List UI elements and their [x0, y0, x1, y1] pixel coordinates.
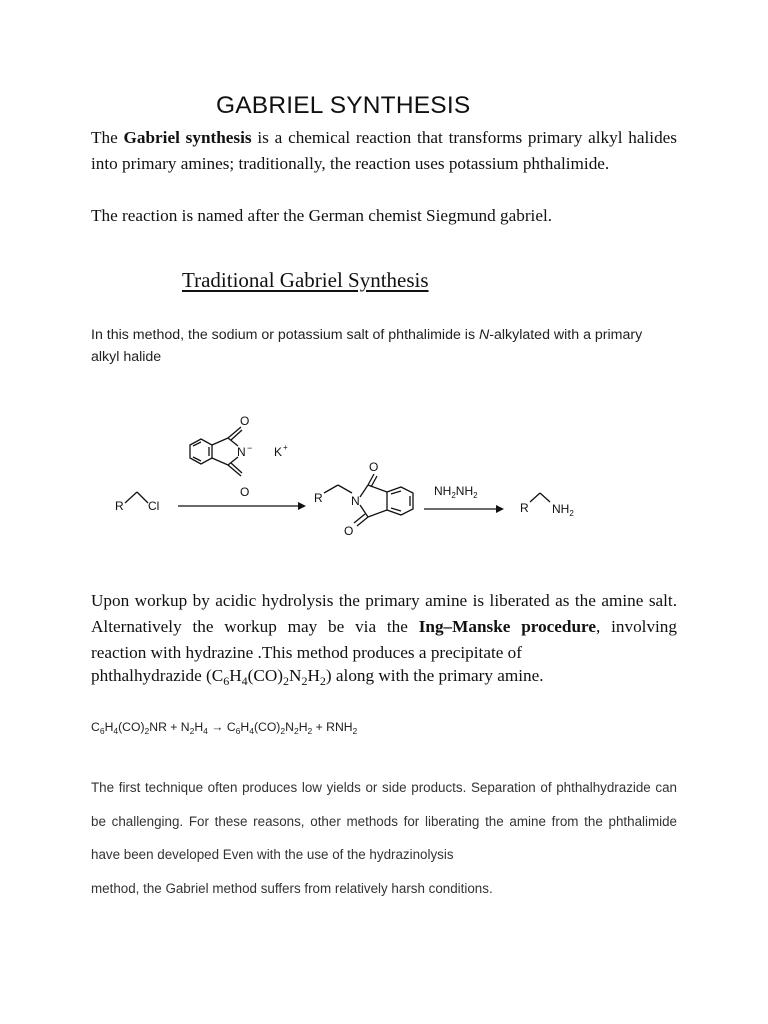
reagent-o-bottom-label: O [240, 485, 250, 499]
product-r-label: R [520, 501, 529, 515]
hydrazine-sub-2: 2 [473, 491, 478, 500]
intermediate-n-label: N [351, 494, 360, 508]
workup-formula-part: phthalhydrazide (C [91, 666, 224, 685]
scheme-bonds [125, 427, 550, 526]
arrow-2-head [496, 505, 504, 513]
workup-last-line [91, 666, 544, 689]
product-sub: 2 [569, 509, 574, 518]
workup-text-1: Upon workup by acidic hydrolysis the primary amine is liberated as the amine salt. Alternatively the workup may be via the [91, 591, 677, 636]
technique-paragraph [91, 771, 677, 905]
named-after-text: The reaction is named after the German chemist Siegmund gabriel. [91, 206, 553, 225]
arrow-1-head [298, 502, 306, 510]
equation-sub: 2 [352, 725, 358, 736]
equation-sub: 6 [235, 725, 241, 736]
workup-formula-part: H [307, 666, 320, 685]
intermediate-o-bottom-label: O [344, 524, 354, 538]
workup-formula-sub: 4 [241, 674, 248, 689]
hydrazine-nh: NH [434, 484, 452, 498]
equation-sub: 2 [189, 725, 195, 736]
intro-rest: is a chemical reaction that transforms primary alkyl halides into primary amines; traditionally, the reaction uses potassium phthalimide. [91, 128, 677, 173]
named-after-paragraph [91, 203, 677, 229]
equation-part: H [298, 720, 308, 734]
equation-part: (CO) [253, 720, 281, 734]
equation-part: H [194, 720, 204, 734]
technique-last-line: method, the Gabriel method suffers from relatively harsh conditions. [91, 880, 493, 896]
equation-part: H [104, 720, 114, 734]
intermediate-r-label: R [314, 491, 323, 505]
product-nh: NH [552, 502, 570, 516]
equation-part: (CO) [118, 720, 145, 734]
workup-formula-sub: 2 [283, 674, 290, 689]
technique-body: The first technique often produces low yields or side products. Separation of phthalhydrazide can be challenging. For these reasons, other methods for liberating the amine from the phthalimide have been developed Even with the use of the hydrazinolysis [91, 780, 677, 862]
reaction-scheme [100, 405, 620, 545]
reagent-o-top-label: O [240, 414, 250, 428]
workup-formula-sub: 2 [301, 674, 308, 689]
equation-part: N [285, 720, 294, 734]
workup-text-2: , involving reaction with hydrazine .This method produces a precipitate of [91, 617, 677, 662]
equation-part: → C [207, 720, 236, 734]
equation-sub: 4 [249, 725, 254, 736]
workup-formula-part: (CO) [247, 666, 283, 685]
reagent-n-label: N [237, 445, 246, 459]
workup-formula-part: ) along with the primary amine. [325, 666, 544, 685]
intro-prefix: The [91, 128, 124, 147]
equation-sub: 4 [203, 725, 208, 736]
equation-part: H [240, 720, 250, 734]
equation-part: NR + N [149, 720, 190, 734]
equation-sub: 2 [280, 725, 286, 736]
reactant-r-label: R [115, 499, 124, 513]
reagent-k-label: K [274, 445, 283, 459]
workup-formula-sub: 6 [223, 674, 230, 689]
method-before: In this method, the sodium or potassium salt of phthalimide is [91, 327, 479, 343]
method-italic-n: N [478, 327, 490, 343]
workup-formula-part: N [289, 666, 302, 685]
reagent-minus-label: − [247, 443, 253, 453]
page-title: GABRIEL SYNTHESIS [216, 92, 471, 119]
hydrazinolysis-equation [91, 720, 357, 734]
equation-sub: 4 [113, 725, 119, 736]
workup-paragraph [91, 588, 677, 666]
hydrazine-nh-2: NH [455, 484, 474, 498]
hydrazine-sub-1: 2 [451, 491, 456, 500]
section-heading: Traditional Gabriel Synthesis [182, 268, 429, 292]
intro-paragraph [91, 125, 677, 176]
hydrazine-label [434, 484, 478, 500]
equation-part: + RNH [312, 720, 353, 734]
equation-sub: 2 [293, 725, 299, 736]
product-nh2-label [552, 502, 574, 518]
workup-formula-sub: 2 [319, 674, 326, 689]
method-after: -alkylated with a primary alkyl halide [91, 327, 643, 365]
equation-sub: 2 [307, 725, 313, 736]
method-paragraph [91, 324, 671, 368]
reactant-cl-label: Cl [148, 499, 160, 513]
equation-sub: 2 [144, 725, 150, 736]
equation-part: C [91, 720, 100, 734]
intermediate-o-top-label: O [369, 460, 379, 474]
ing-manske-term: Ing–Manske procedure [418, 617, 596, 636]
equation-sub: 6 [99, 725, 105, 736]
workup-formula-part: H [229, 666, 242, 685]
intro-term: Gabriel synthesis [123, 128, 252, 147]
reagent-plus-label: + [283, 443, 288, 452]
